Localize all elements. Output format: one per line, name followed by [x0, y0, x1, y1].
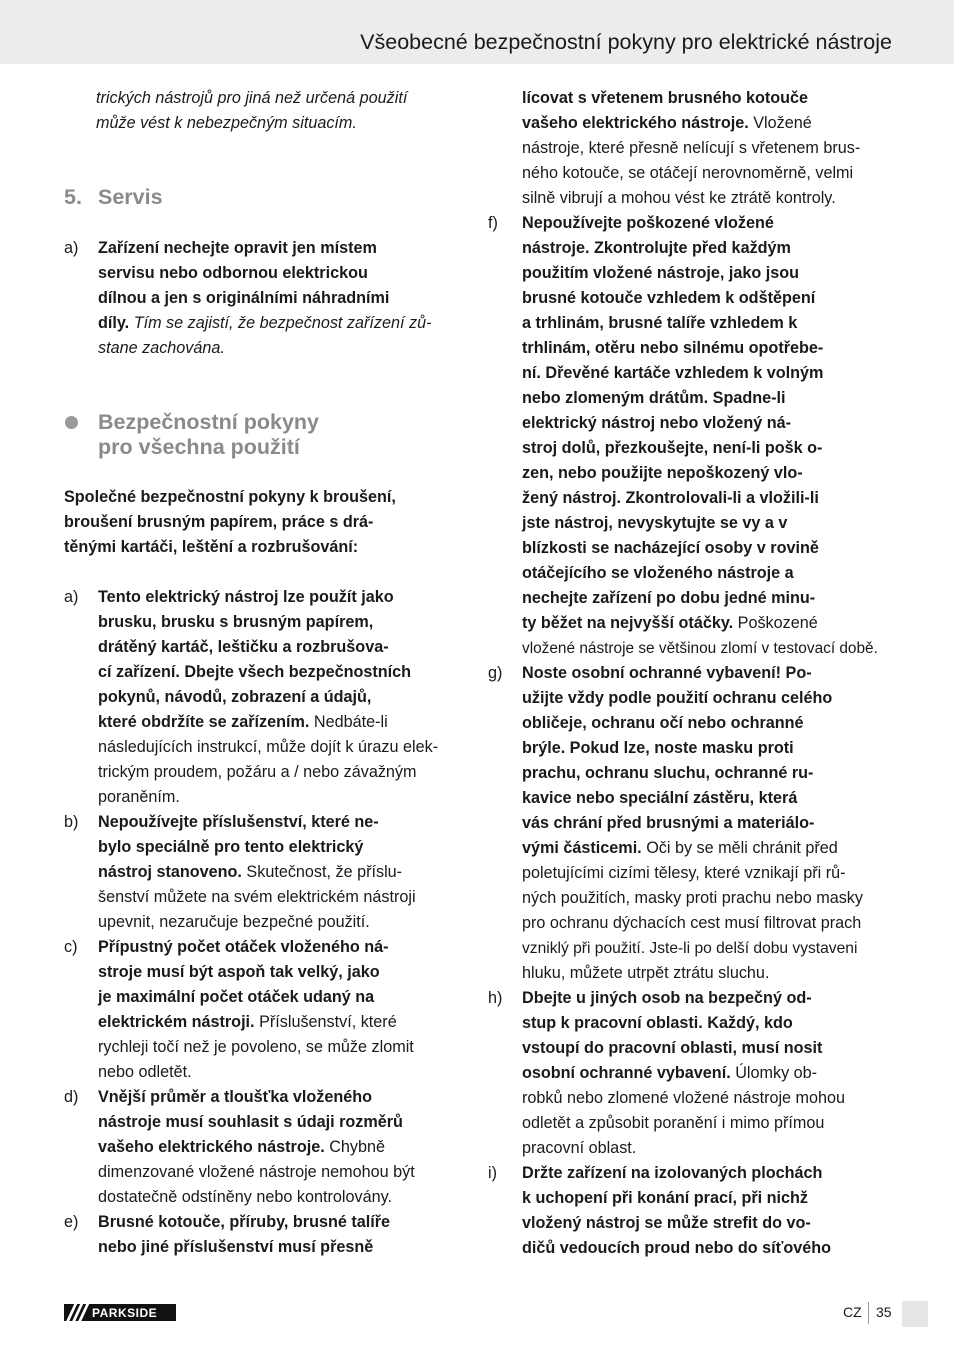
bold-line: vstoupí do pracovní oblasti, musí nosit [522, 1039, 823, 1057]
bold-line: obličeje, ochranu očí nebo ochranné [522, 714, 804, 732]
bold-line: jste nástroj, nevyskytujte se vy a v [522, 514, 788, 532]
item-label: a) [64, 239, 79, 257]
item-label: f) [488, 214, 498, 232]
text-line: dimenzované vložené nástroje nemohou být [98, 1163, 415, 1181]
left-column [64, 86, 468, 1260]
list-item-f [488, 211, 894, 661]
list-item-d [64, 1085, 468, 1210]
right-column [488, 86, 894, 1261]
bold-line: vložený nástroj se může strefit do vo- [522, 1214, 811, 1232]
bold-line: otáčejícího se vloženého nástroje a [522, 564, 794, 582]
item-label: a) [64, 588, 79, 606]
section-heading-servis [64, 185, 468, 210]
text-line: Poškozené [737, 614, 818, 632]
bold-line: dičů vedoucích proud nebo do síťového [522, 1239, 832, 1257]
parkside-logo [64, 1304, 176, 1321]
bold-line: vás chrání před brusnými a materiálo- [522, 814, 815, 832]
section-title: Servis [98, 185, 163, 209]
safety-heading [64, 410, 468, 460]
text-line: Oči by se měli chránit před [646, 839, 838, 857]
bold-line: stroje musí být aspoň tak velký, jako [98, 963, 380, 981]
bold-line: dílnou a jen s originálními náhradními [98, 289, 390, 307]
text-line: Chybně [329, 1138, 386, 1156]
bold-line: pokynů, návodů, zobrazení a údajů, [98, 688, 372, 706]
text-line: odletět a způsobit poranění i mimo přímou [522, 1114, 825, 1132]
item-label: g) [488, 664, 503, 682]
bold-line: vými částicemi. [522, 839, 642, 857]
text-line: silně vibrují a mohou vést ke ztrátě kontroly. [522, 189, 836, 207]
bold-line: Nepoužívejte poškozené vložené [522, 214, 774, 232]
text-line: hluku, můžete utrpět ztrátu sluchu. [522, 964, 770, 982]
text-line: nebo odletět. [98, 1063, 192, 1081]
list-item-b [64, 810, 468, 935]
text-line: ných použitích, masky proti prachu nebo masky [522, 889, 863, 907]
bold-line: vašeho elektrického nástroje. [98, 1138, 325, 1156]
text-line: vzniklý při použití. Jste-li po delší dobu vystaveni [522, 940, 858, 957]
common-intro [64, 485, 468, 560]
intro-text [96, 86, 468, 136]
bold-line: bylo speciálně pro tento elektrický [98, 838, 364, 856]
item-label: c) [64, 938, 78, 956]
bold-line: nástroj stanoveno. [98, 863, 242, 881]
bold-line: Dbejte u jiných osob na bezpečný od- [522, 989, 812, 1007]
bold-line: Tento elektrický nástroj lze použít jako [98, 588, 394, 606]
bold-line: ty běžet na nejvyšší otáčky. [522, 614, 734, 632]
bold-line: užijte vždy podle použití ochranu celého [522, 689, 833, 707]
bold-line: brusné kotouče vzhledem k odštěpení [522, 289, 816, 307]
page-tab-marker [902, 1301, 928, 1327]
bold-line: Držte zařízení na izolovaných plochách [522, 1164, 823, 1182]
common-line: těnými kartáči, leštění a rozbrušování: [64, 538, 359, 556]
text-line: nástroje, které přesně nelícují s vřetenem brus- [522, 139, 861, 157]
text-line: následujících instrukcí, může dojít k úrazu elek- [98, 738, 439, 756]
text-line: upevnit, nezaručuje bezpečné použití. [98, 913, 370, 931]
text-line: dostatečně odstíněny nebo kontrolovány. [98, 1188, 392, 1206]
bold-line: Zařízení nechejte opravit jen místem [98, 239, 377, 257]
bold-line: nechejte zařízení po dobu jedné minu- [522, 589, 816, 607]
list-item-h [488, 986, 894, 1161]
bold-line: je maximální počet otáček udaný na [98, 988, 375, 1006]
bold-line: Brusné kotouče, příruby, brusné talíře [98, 1213, 391, 1231]
list-item-g [488, 661, 894, 986]
bold-line: drátěný kartáč, leštičku a rozbrušova- [98, 638, 389, 656]
item-label: d) [64, 1088, 79, 1106]
bold-line: žený nástroj. Zkontrolovali-li a vložili-li [522, 489, 819, 507]
bold-line: nástroje. Zkontrolujte před každým [522, 239, 791, 257]
text-line: pracovní oblast. [522, 1139, 637, 1157]
text-line: Vložené [753, 114, 812, 132]
bold-line: brýle. Pokud lze, noste masku proti [522, 739, 794, 757]
item-label-empty [488, 86, 522, 211]
bold-line: osobní ochranné vybavení. [522, 1064, 731, 1082]
text-line: ného kotouče, se otáčejí nerovnoměrně, velmi [522, 164, 854, 182]
bold-line: elektrickém nástroji. [98, 1013, 255, 1031]
common-line: Společné bezpečnostní pokyny k broušení, [64, 488, 396, 506]
bold-line: trhlinám, otěru nebo silnému opotřebe- [522, 339, 824, 357]
header-bar [0, 0, 954, 64]
bold-line: vašeho elektrického nástroje. [522, 114, 749, 132]
bold-line: prachu, ochranu sluchu, ochranné ru- [522, 764, 814, 782]
text-line: rychleji točí než je povoleno, se může zlomit [98, 1038, 414, 1056]
footer-divider [868, 1302, 869, 1324]
page-title: Všeobecné bezpečnostní pokyny pro elektrické nástroje [360, 30, 892, 54]
bold-line: Vnější průměr a tloušťka vloženého [98, 1088, 373, 1106]
text-line: Skutečnost, že příslu- [246, 863, 403, 881]
item-label: i) [488, 1164, 497, 1182]
list-item-a [64, 585, 468, 810]
bold-line: brusku, brusku s brusným papírem, [98, 613, 374, 631]
item-label: h) [488, 989, 503, 1007]
item-label: b) [64, 813, 79, 831]
bold-line: zen, nebo použijte nepoškozený vlo- [522, 464, 803, 482]
text-line: šenství můžete na svém elektrickém nástroji [98, 888, 416, 906]
bold-line: stup k pracovní oblasti. Každý, kdo [522, 1014, 793, 1032]
logo-stripes-icon [64, 1304, 92, 1321]
italic-line: stane zachována. [98, 339, 225, 357]
text-line: trickým proudem, požáru a / nebo závažným [98, 763, 417, 781]
text-line: poletujícími cizími tělesy, které vznikají při rů- [522, 864, 846, 882]
bold-line: nebo jiné příslušenství musí přesně [98, 1238, 374, 1256]
text-line: Úlomky ob- [735, 1064, 818, 1082]
bold-line: stroj dolů, přezkoušejte, není-li pošk o- [522, 439, 823, 457]
heading-line: pro všechna použití [98, 435, 300, 459]
brand-name: PARKSIDE [92, 1305, 158, 1320]
list-item-servis-a [64, 236, 468, 361]
bold-line: Noste osobní ochranné vybavení! Po- [522, 664, 812, 682]
bold-line: servisu nebo odbornou elektrickou [98, 264, 368, 282]
text-line: poraněním. [98, 788, 180, 806]
section-number: 5. [64, 185, 82, 209]
bullet-icon [64, 410, 98, 460]
bold-line: a trhlinám, brusné talíře vzhledem k [522, 314, 798, 332]
bold-line: ní. Dřevěné kartáče vzhledem k volným [522, 364, 824, 382]
bold-line: díly. [98, 314, 130, 332]
text-line: robků nebo zlomené vložené nástroje mohou [522, 1089, 846, 1107]
bold-line: použitím vložené nástroje, jako jsou [522, 264, 800, 282]
intro-line: trických nástrojů pro jiná než určená použití [96, 89, 408, 107]
italic-line: Tím se zajistí, že bezpečnost zařízení zů- [133, 314, 432, 332]
page-number: 35 [876, 1304, 892, 1320]
bold-line: blízkosti se nacházející osoby v rovině [522, 539, 819, 557]
list-item-c [64, 935, 468, 1085]
list-item-e-continued [488, 86, 894, 211]
text-line: Příslušenství, které [259, 1013, 397, 1031]
bold-line: Přípustný počet otáček vloženého ná- [98, 938, 389, 956]
bold-line: nebo zlomeným drátům. Spadne-li [522, 389, 786, 407]
heading-line: Bezpečnostní pokyny [98, 410, 320, 434]
text-line: Nedbáte-li [313, 713, 388, 731]
bold-line: k uchopení při konání prací, při nichž [522, 1189, 809, 1207]
intro-line: může vést k nebezpečným situacím. [96, 114, 357, 132]
list-item-i [488, 1161, 894, 1261]
text-line: pro ochranu dýchacích cest musí filtrovat prach [522, 914, 862, 932]
common-line: broušení brusným papírem, práce s drá- [64, 513, 374, 531]
text-line: vložené nástroje se většinou zlomí v testovací době. [522, 640, 878, 657]
bold-line: které obdržíte se zařízením. [98, 713, 310, 731]
item-label: e) [64, 1213, 79, 1231]
list-item-e [64, 1210, 468, 1260]
bold-line: elektrický nástroj nebo vložený ná- [522, 414, 791, 432]
bold-line: kavice nebo speciální zástěru, která [522, 789, 798, 807]
language-code: CZ [843, 1304, 862, 1320]
bold-line: nástroje musí souhlasit s údaji rozměrů [98, 1113, 403, 1131]
bold-line: cí zařízení. Dbejte všech bezpečnostních [98, 663, 412, 681]
bold-line: Nepoužívejte příslušenství, které ne- [98, 813, 379, 831]
bold-line: lícovat s vřetenem brusného kotouče [522, 89, 809, 107]
